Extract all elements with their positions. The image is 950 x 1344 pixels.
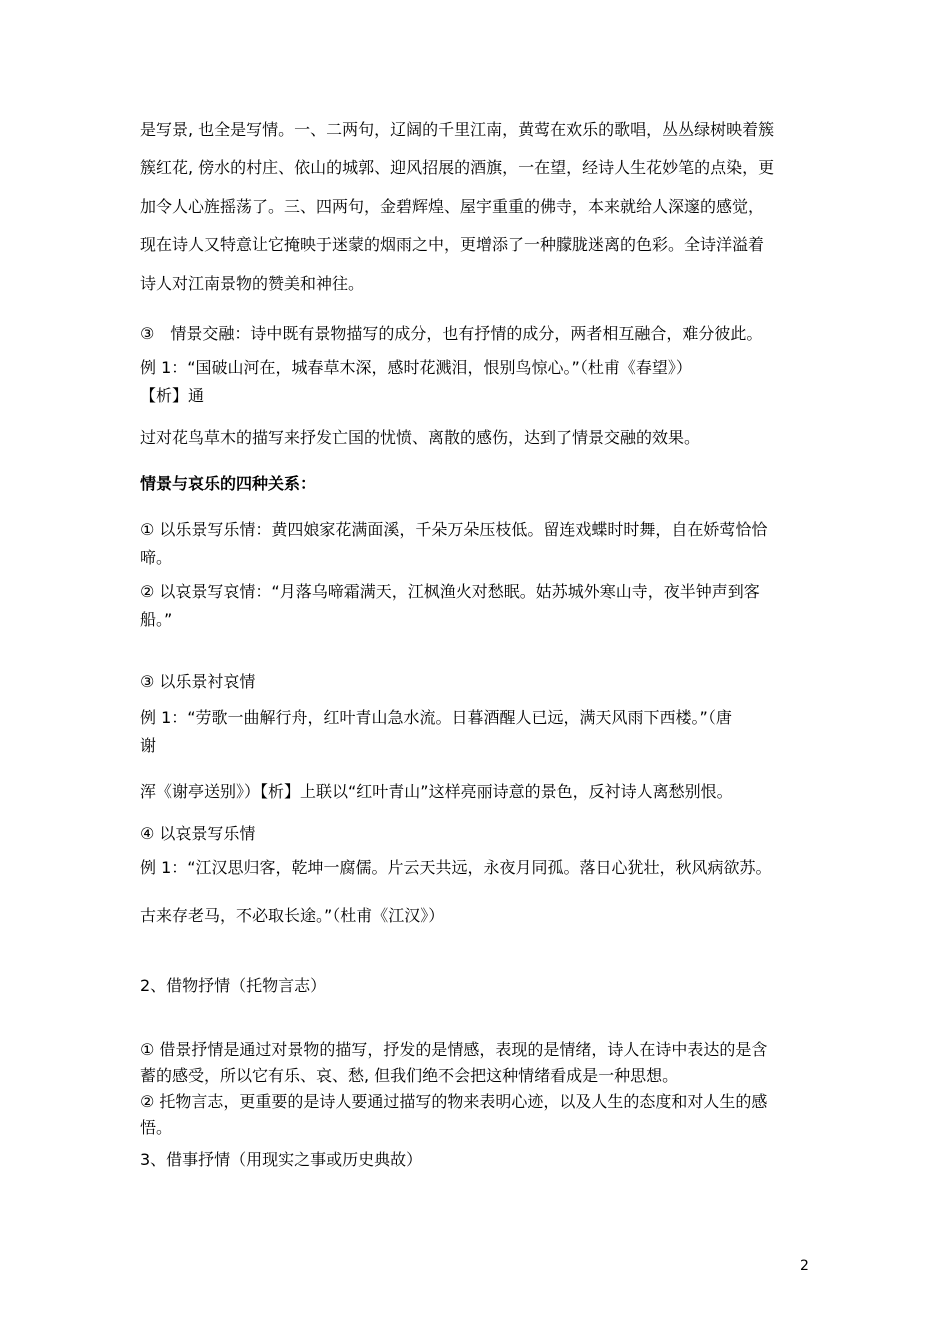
list-item-line: ④ 以哀景写乐情 bbox=[140, 824, 256, 843]
list-item-line: 船。” bbox=[140, 610, 173, 629]
section-heading: 情景与哀乐的四种关系： bbox=[140, 474, 317, 493]
list-item-line: ② 以哀景写哀情：“月落乌啼霜满天，江枫渔火对愁眠。姑苏城外寒山寺，夜半钟声到客 bbox=[140, 582, 760, 601]
section-heading: 3、借事抒情（用现实之事或历史典故） bbox=[140, 1150, 423, 1169]
example-line: 例 1：“江汉思归客，乾坤一腐儒。片云天共远，永夜月同孤。落日心犹壮，秋风病欲苏。 bbox=[140, 858, 772, 877]
list-item-line: ③ 以乐景衬哀情 bbox=[140, 672, 256, 691]
paragraph-line: ③ 情景交融：诗中既有景物描写的成分，也有抒情的成分，两者相互融合，难分彼此。 bbox=[140, 324, 763, 343]
list-item-line: ① 借景抒情是通过对景物的描写，抒发的是情感，表现的是情绪，诗人在诗中表达的是含 bbox=[140, 1040, 768, 1059]
paragraph-line: 是写景, 也全是写情。一、二两句，辽阔的千里江南，黄莺在欢乐的歌唱，丛丛绿树映着簇 bbox=[140, 120, 775, 139]
list-item-line: 啼。 bbox=[140, 548, 173, 567]
paragraph-line: 过对花鸟草木的描写来抒发亡国的忧愤、离散的感伤，达到了情景交融的效果。 bbox=[140, 428, 701, 447]
page-number: 2 bbox=[800, 1258, 809, 1274]
analysis-label: 【析】通 bbox=[140, 386, 205, 405]
list-item-line: 蓄的感受，所以它有乐、哀、愁, 但我们绝不会把这种情绪看成是一种思想。 bbox=[140, 1066, 679, 1085]
paragraph-line: 诗人对江南景物的赞美和神往。 bbox=[140, 274, 365, 293]
example-line: 浑《谢亭送别》）【析】上联以“红叶青山”这样亮丽诗意的景色，反衬诗人离愁别恨。 bbox=[140, 782, 733, 801]
example-line: 例 1：“劳歌一曲解行舟，红叶青山急水流。日暮酒醒人已远，满天风雨下西楼。”（唐 bbox=[140, 708, 732, 727]
list-item-line: ① 以乐景写乐情：黄四娘家花满面溪，千朵万朵压枝低。留连戏蝶时时舞，自在娇莺恰恰 bbox=[140, 520, 768, 539]
example-line: 古来存老马，不必取长途。”（杜甫《江汉》） bbox=[140, 906, 445, 925]
section-heading: 2、借物抒情（托物言志） bbox=[140, 976, 327, 995]
example-line: 谢 bbox=[140, 736, 157, 755]
paragraph-line: 现在诗人又特意让它掩映于迷蒙的烟雨之中，更增添了一种朦胧迷离的色彩。全诗洋溢着 bbox=[140, 235, 765, 254]
paragraph-line: 加令人心旌摇荡了。三、四两句，金碧辉煌、屋宇重重的佛寺，本来就给人深邃的感觉， bbox=[140, 197, 765, 216]
example-line: 例 1：“国破山河在，城春草木深，感时花溅泪，恨别鸟惊心。”（杜甫《春望》） bbox=[140, 358, 692, 377]
list-item-line: 悟。 bbox=[140, 1118, 173, 1137]
list-item-line: ② 托物言志，更重要的是诗人要通过描写的物来表明心迹，以及人生的态度和对人生的感 bbox=[140, 1092, 768, 1111]
paragraph-line: 簇红花, 傍水的村庄、依山的城郭、迎风招展的酒旗，一在望，经诗人生花妙笔的点染，更 bbox=[140, 158, 775, 177]
